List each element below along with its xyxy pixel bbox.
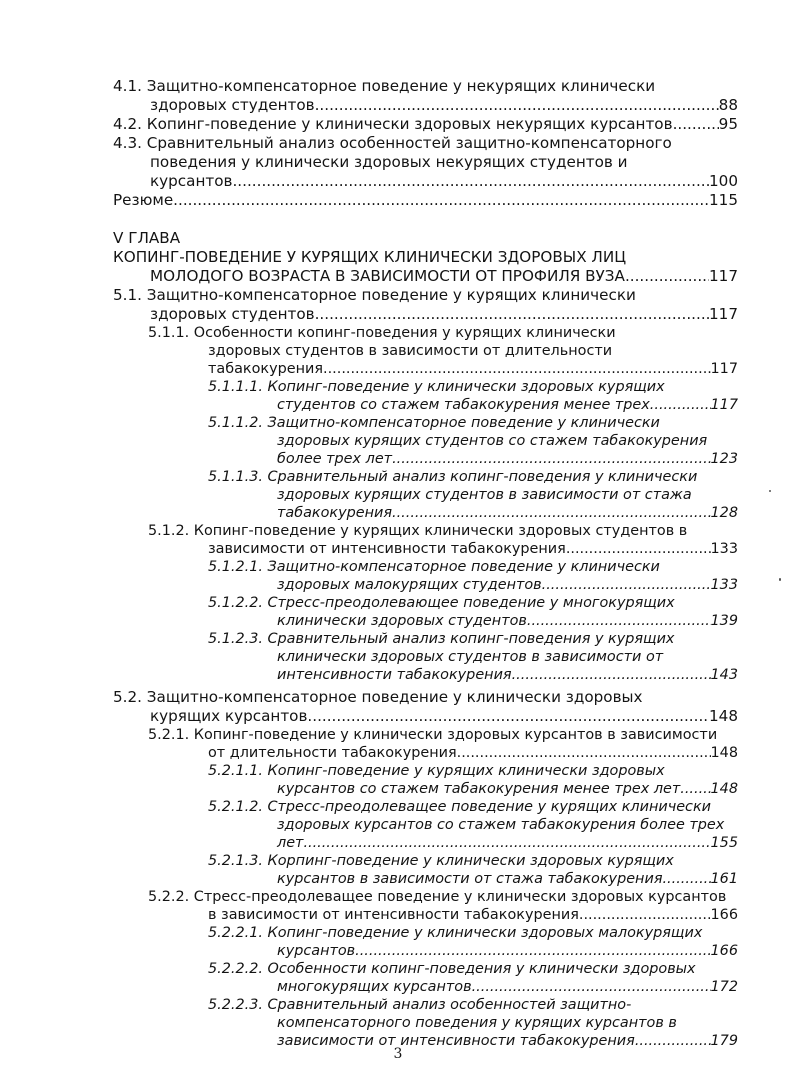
toc-entry-5-2-1-1-cont[interactable]: [277, 780, 738, 798]
toc-page-number: 148: [709, 707, 738, 725]
toc-text: 4.2. Копинг-поведение у клинически здоровых некурящих курсантов: [113, 115, 673, 133]
toc-page-number: 148: [710, 745, 738, 761]
toc-entry-5-1-1: 5.1.1. Особенности копинг-поведения у курящих клинически: [148, 325, 616, 341]
toc-entry-5-2: 5.2. Защитно-компенсаторное поведение у клинически здоровых: [113, 688, 643, 706]
leader-dots: [512, 666, 711, 684]
leader-dots: [680, 780, 710, 798]
toc-entry-5-2-2-3-end[interactable]: [277, 1032, 738, 1050]
toc-text: здоровых студентов: [150, 96, 315, 114]
toc-text: табакокурения: [277, 505, 393, 521]
toc-entry-5-2-2-3-cont: компенсаторного поведения у курящих курсантов в: [277, 1015, 677, 1031]
leader-dots: [662, 870, 710, 888]
toc-entry-5-2-2-1: 5.2.2.1. Копинг-поведение у клинически здоровых малокурящих: [208, 925, 703, 941]
toc-text: МОЛОДОГО ВОЗРАСТА В ЗАВИСИМОСТИ ОТ ПРОФИЛЯ ВУЗА: [150, 267, 625, 285]
toc-entry-5-2-2-3: 5.2.2.3. Сравнительный анализ особенностей защитно-: [208, 997, 632, 1013]
toc-page-number: 117: [710, 361, 738, 377]
chapter-label: V ГЛАВА: [113, 229, 181, 247]
toc-page-number: 117: [710, 397, 738, 413]
toc-page-number: 115: [709, 191, 738, 209]
scan-speck: [779, 578, 781, 581]
leader-dots: [303, 834, 710, 852]
leader-dots: [566, 540, 711, 558]
toc-text: более трех лет: [277, 451, 393, 467]
toc-text: курсантов: [277, 943, 356, 959]
toc-entry-5-2-1-3: 5.2.1.3. Корпинг-поведение у клинически здоровых курящих: [208, 853, 674, 869]
leader-dots: [457, 744, 711, 762]
toc-page-number: 95: [718, 115, 738, 133]
toc-entry-5-1-2-1: 5.1.2.1. Защитно-компенсаторное поведение у клинически: [208, 559, 660, 575]
leader-dots: [323, 360, 711, 378]
leader-dots: [307, 707, 709, 725]
toc-text: от длительности табакокурения: [208, 745, 457, 761]
toc-entry-5-1-2-3-cont: клинически здоровых студентов в зависимости от: [277, 649, 664, 665]
leader-dots: [650, 396, 711, 414]
toc-entry-4-2[interactable]: [113, 115, 738, 133]
toc-text: здоровых малокурящих студентов: [277, 577, 542, 593]
toc-page-number: 155: [710, 835, 738, 851]
chapter-title-cont[interactable]: [150, 267, 738, 285]
toc-text: клинически здоровых студентов: [277, 613, 527, 629]
leader-dots: [392, 504, 711, 522]
toc-entry-5-1-1-3-end[interactable]: [277, 504, 738, 522]
leader-dots: [673, 115, 719, 133]
toc-page-number: 133: [710, 541, 738, 557]
toc-page-number: 139: [710, 613, 738, 629]
toc-entry-4-3-end[interactable]: [150, 172, 738, 190]
leader-dots: [527, 612, 711, 630]
toc-entry-5-1-1-2-cont: здоровых курящих студентов со стажем табакокурения: [277, 433, 708, 449]
leader-dots: [232, 172, 709, 190]
chapter-title: КОПИНГ-ПОВЕДЕНИЕ У КУРЯЩИХ КЛИНИЧЕСКИ ЗДОРОВЫХ ЛИЦ: [113, 248, 626, 266]
leader-dots: [355, 942, 710, 960]
scan-speck: [769, 490, 771, 492]
leader-dots: [392, 450, 710, 468]
toc-entry-5-1-2-3-end[interactable]: [277, 666, 738, 684]
toc-entry-5-2-1-cont[interactable]: [208, 744, 738, 762]
toc-text: курящих курсантов: [150, 707, 308, 725]
toc-page-number: 133: [710, 577, 738, 593]
leader-dots: [542, 576, 711, 594]
leader-dots: [579, 906, 711, 924]
toc-entry-5-1-2-2: 5.1.2.2. Стресс-преодолевающее поведение у многокурящих: [208, 595, 675, 611]
toc-entry-5-2-2: 5.2.2. Стресс-преодолеващее поведение у клинически здоровых курсантов: [148, 889, 727, 905]
toc-page-number: 100: [709, 172, 738, 190]
toc-page-number: 123: [710, 451, 738, 467]
toc-page-number: 88: [718, 96, 738, 114]
toc-text: курсантов в зависимости от стажа табакокурения: [277, 871, 663, 887]
toc-entry-5-2-2-2: 5.2.2.2. Особенности копинг-поведения у клинически здоровых: [208, 961, 696, 977]
toc-entry-summary[interactable]: [113, 191, 738, 209]
toc-entry-5-1-cont[interactable]: [150, 305, 738, 323]
toc-entry-5-2-1-2: 5.2.1.2. Стресс-преодолеващее поведение у курящих клинически: [208, 799, 712, 815]
toc-page-number: 117: [709, 305, 738, 323]
leader-dots: [635, 1032, 711, 1050]
leader-dots: [315, 305, 709, 323]
toc-entry-5-2-2-2-cont[interactable]: [277, 978, 738, 996]
toc-entry-5-2-2-1-cont[interactable]: [277, 942, 738, 960]
toc-entry-5-1-1-2: 5.1.1.2. Защитно-компенсаторное поведение у клинически: [208, 415, 660, 431]
toc-entry-5-2-1-1: 5.2.1.1. Копинг-поведение у курящих клинически здоровых: [208, 763, 665, 779]
toc-entry-5-2-1-2-cont: здоровых курсантов со стажем табакокурения более трех: [277, 817, 725, 833]
toc-entry-5-1-1-3-cont: здоровых курящих студентов в зависимости от стажа: [277, 487, 692, 503]
toc-text: зависимости от интенсивности табакокурения: [277, 1033, 635, 1049]
toc-entry-5-2-1: 5.2.1. Копинг-поведение у клинически здоровых курсантов в зависимости: [148, 727, 718, 743]
toc-text: лет: [277, 835, 304, 851]
toc-entry-5-1-1-2-end[interactable]: [277, 450, 738, 468]
toc-page-number: 166: [710, 907, 738, 923]
leader-dots: [173, 191, 709, 209]
toc-entry-5-1-1-1: 5.1.1.1. Копинг-поведение у клинически здоровых курящих: [208, 379, 665, 395]
toc-text: Резюме: [113, 191, 174, 209]
toc-text: зависимости от интенсивности табакокурения: [208, 541, 566, 557]
toc-page-number: 128: [710, 505, 738, 521]
toc-entry-5-1-1-cont: здоровых студентов в зависимости от длительности: [208, 343, 613, 359]
toc-entry-5-2-2-cont[interactable]: [208, 906, 738, 924]
leader-dots: [315, 96, 719, 114]
toc-page-number: 161: [710, 871, 738, 887]
toc-text: интенсивности табакокурения: [277, 667, 512, 683]
leader-dots: [472, 978, 711, 996]
toc-page-number: 172: [710, 979, 738, 995]
toc-text: курсантов: [150, 172, 233, 190]
toc-entry-5-1: 5.1. Защитно-компенсаторное поведение у курящих клинически: [113, 286, 636, 304]
toc-entry-4-3-cont: поведения у клинически здоровых некурящих студентов и: [150, 153, 628, 171]
toc-entry-5-2-cont[interactable]: [150, 707, 738, 725]
toc-entry-4-1: 4.1. Защитно-компенсаторное поведение у некурящих клинически: [113, 77, 656, 95]
toc-entry-4-3: 4.3. Сравнительный анализ особенностей защитно-компенсаторного: [113, 134, 672, 152]
toc-text: табакокурения: [208, 361, 324, 377]
toc-entry-5-1-1-end[interactable]: [208, 360, 738, 378]
toc-page-number: 148: [710, 781, 738, 797]
toc-page-number: 179: [710, 1033, 738, 1049]
toc-entry-5-1-1-3: 5.1.1.3. Сравнительный анализ копинг-поведения у клинически: [208, 469, 698, 485]
toc-page-number: 143: [710, 667, 738, 683]
toc-text: студентов со стажем табакокурения менее трех: [277, 397, 650, 413]
page-number: 3: [393, 1046, 403, 1062]
toc-entry-5-2-1-3-cont[interactable]: [277, 870, 738, 888]
toc-entry-5-1-2-1-cont[interactable]: [277, 576, 738, 594]
toc-text: в зависимости от интенсивности табакокурения: [208, 907, 579, 923]
toc-text: многокурящих курсантов: [277, 979, 472, 995]
toc-entry-5-1-2: 5.1.2. Копинг-поведение у курящих клинически здоровых студентов в: [148, 523, 688, 539]
toc-entry-5-2-1-2-end[interactable]: [277, 834, 738, 852]
toc-page-number: 117: [709, 267, 738, 285]
toc-entry-5-1-2-cont[interactable]: [208, 540, 738, 558]
toc-entry-5-1-2-3: 5.1.2.3. Сравнительный анализ копинг-поведения у курящих: [208, 631, 675, 647]
toc-page-number: 166: [710, 943, 738, 959]
toc-entry-4-1-cont[interactable]: [150, 96, 738, 114]
toc-entry-5-1-2-2-cont[interactable]: [277, 612, 738, 630]
toc-entry-5-1-1-1-cont[interactable]: [277, 396, 738, 414]
toc-text: курсантов со стажем табакокурения менее трех лет: [277, 781, 681, 797]
leader-dots: [625, 267, 709, 285]
toc-text: здоровых студентов: [150, 305, 315, 323]
